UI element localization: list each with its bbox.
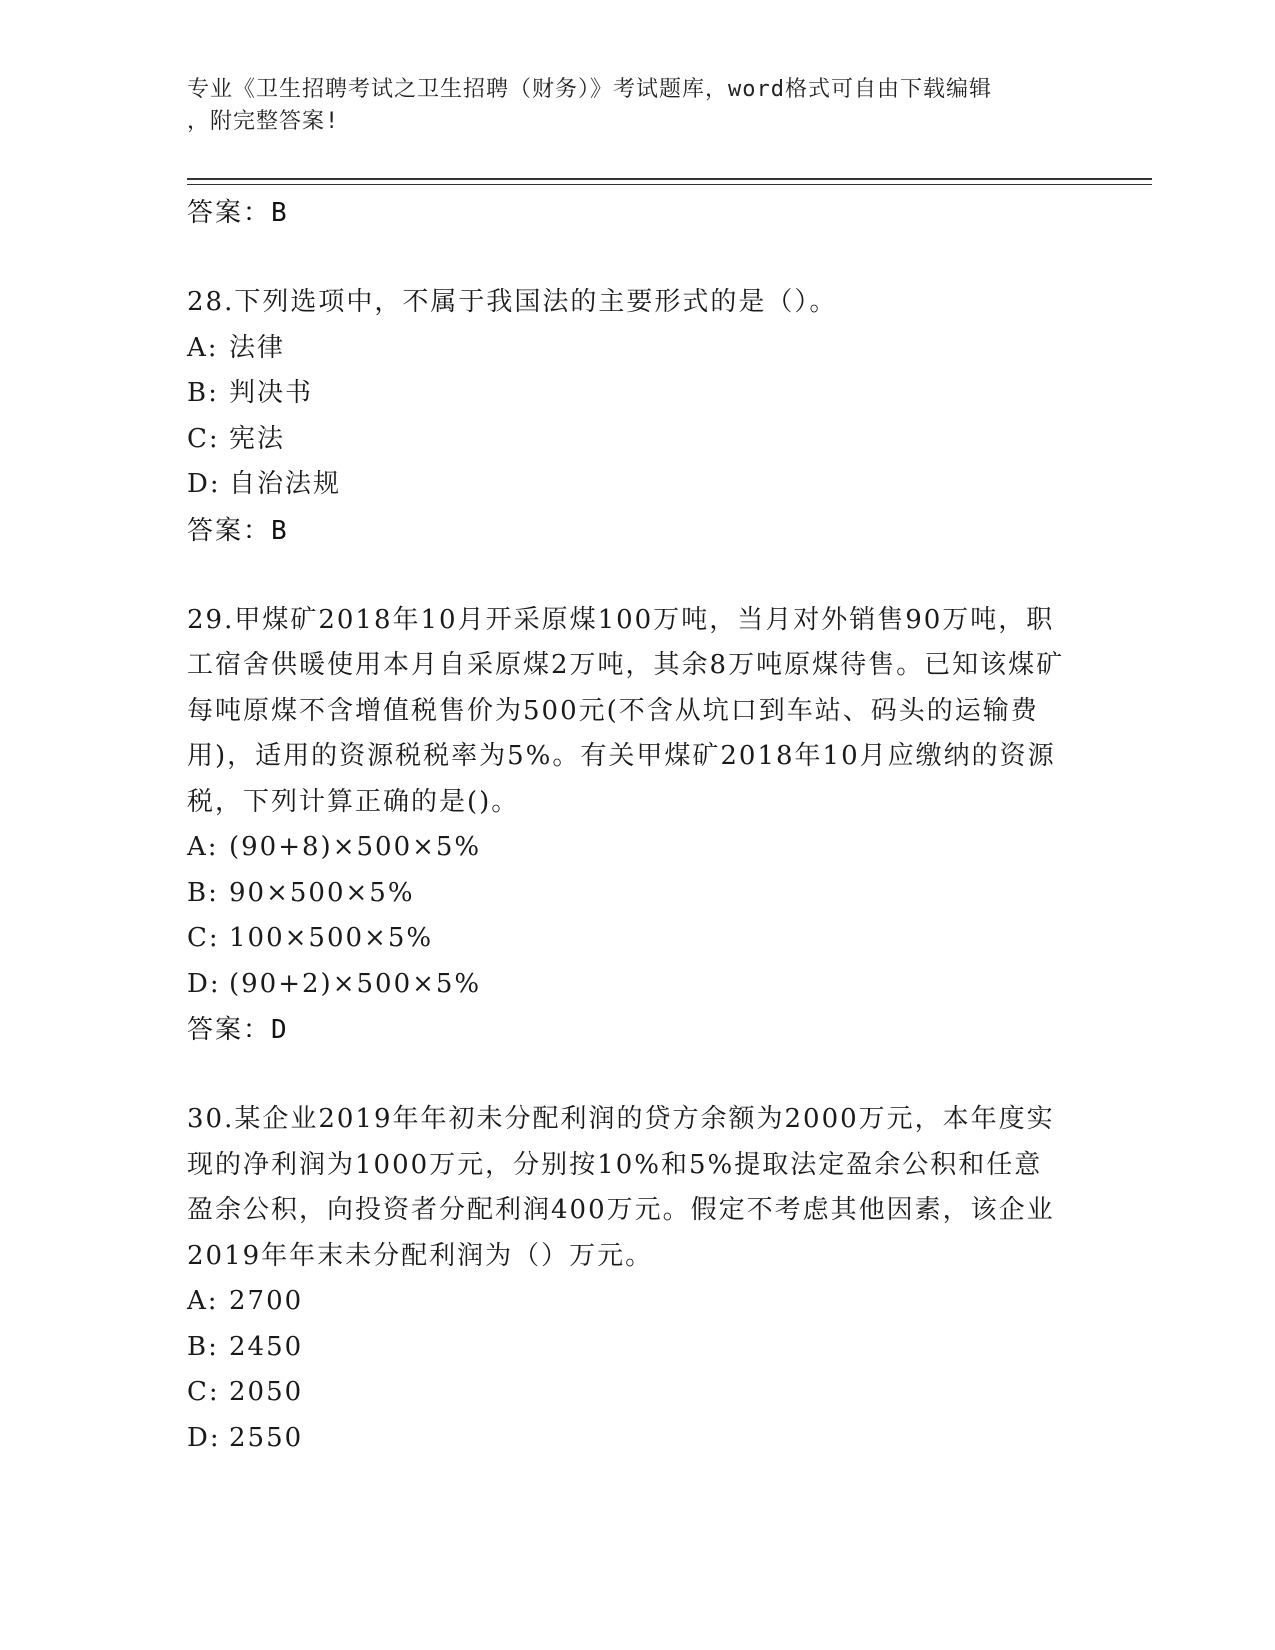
answer-label: 答案：D [187,1015,289,1045]
question-30 [187,1097,1067,1461]
option-text: 2700 [229,1286,304,1316]
header-divider-thick [187,178,1152,180]
option-text: 判决书 [229,378,314,408]
option-c [187,1370,1067,1416]
option-key: C: [187,923,220,953]
option-d [187,962,1067,1008]
option-text: 2050 [229,1377,304,1407]
question-list [187,190,1067,1461]
option-b [187,1325,1067,1371]
option-text: 2450 [229,1331,304,1362]
option-b [187,871,1067,917]
option-d [187,462,1067,508]
option-key: C: [187,423,220,454]
option-key: A: [187,332,219,363]
question-stem: 28.下列选项中，不属于我国法的主要形式的是（）。 [187,287,838,317]
option-text: 法律 [229,332,286,363]
option-text: 宪法 [229,423,286,454]
prev-question-answer: 答案：B [187,198,289,228]
page-header [187,74,1067,138]
option-key: D: [187,1422,221,1453]
option-text: 自治法规 [229,469,342,499]
option-key: D: [187,469,221,499]
option-key: B: [187,1331,219,1362]
option-d [187,1416,1067,1462]
option-a [187,825,1067,871]
option-key: B: [187,877,219,908]
option-c [187,916,1067,962]
question-stem: 30.某企业2019年年初未分配利润的贷方余额为2000万元，本年度实现的净利润为1000万元，分别按10%和5%提取法定盈余公积和任意盈余公积，向投资者分配利润400万元。假定不考虑其他因素，该企业2019年年末未分配利润为（）万元。 [187,1104,1055,1271]
header-line-1: 专业《卫生招聘考试之卫生招聘（财务）》考试题库，word格式可自由下载编辑 [187,77,992,102]
header-line-2: ，附完整答案! [187,109,340,134]
question-28 [187,280,1067,554]
question-29 [187,598,1067,1054]
option-c [187,417,1067,463]
option-text: (90+8)×500×5% [229,832,482,862]
answer-label: 答案：B [187,515,289,546]
header-divider-thin [187,184,1152,185]
option-key: A: [187,1286,219,1316]
option-a [187,326,1067,372]
option-text: 2550 [229,1422,304,1453]
option-key: B: [187,378,219,408]
question-stem: 29.甲煤矿2018年10月开采原煤100万吨，当月对外销售90万吨，职工宿舍供暖使用本月自采原煤2万吨，其余8万吨原煤待售。已知该煤矿每吨原煤不含增值税售价为500元(不含从坑口到车站、码头的运输费用)，适用的资源税税率为5%。有关甲煤矿2018年10月应缴纳的资源税，下列计算正确的是()。 [187,604,1065,817]
option-key: D: [187,968,221,999]
option-key: A: [187,832,219,862]
option-key: C: [187,1377,220,1407]
option-b [187,371,1067,417]
option-text: 90×500×5% [229,877,415,908]
option-text: 100×500×5% [229,923,434,953]
option-a [187,1279,1067,1325]
option-text: (90+2)×500×5% [229,968,482,999]
